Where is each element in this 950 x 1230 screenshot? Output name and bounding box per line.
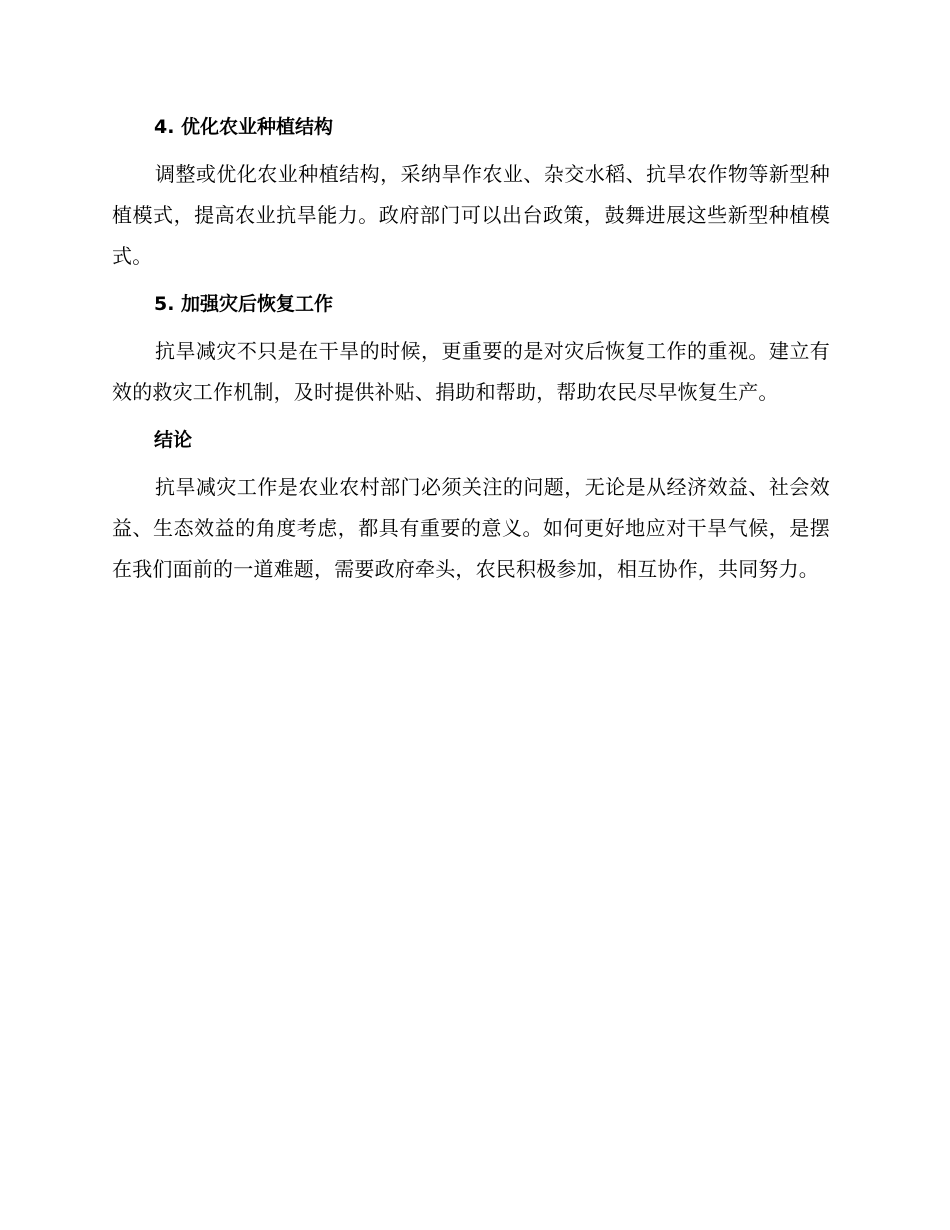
section-paragraph-disaster-recovery: 抗旱减灾不只是在干旱的时候，更重要的是对灾后恢复工作的重视。建立有效的救灾工作机制，及时提供补贴、捐助和帮助，帮助农民尽早恢复生产。 bbox=[112, 339, 830, 404]
section-heading-conclusion: 结论 bbox=[154, 429, 193, 451]
section-paragraph-optimize-planting: 调整或优化农业种植结构，采纳旱作农业、杂交水稻、抗旱农作物等新型种植模式，提高农业抗旱能力。政府部门可以出台政策，鼓舞进展这些新型种植模式。 bbox=[112, 162, 830, 268]
section-paragraph-conclusion: 抗旱减灾工作是农业农村部门必须关注的问题，无论是从经济效益、社会效益、生态效益的角度考虑，都具有重要的意义。如何更好地应对干旱气候，是摆在我们面前的一道难题，需要政府牵头，农民积极参加，相互协作，共同努力。 bbox=[112, 475, 830, 581]
section-heading-optimize-planting: 4. 优化农业种植结构 bbox=[154, 116, 334, 138]
section-heading-disaster-recovery: 5. 加强灾后恢复工作 bbox=[154, 293, 334, 315]
document-page bbox=[112, 112, 830, 590]
